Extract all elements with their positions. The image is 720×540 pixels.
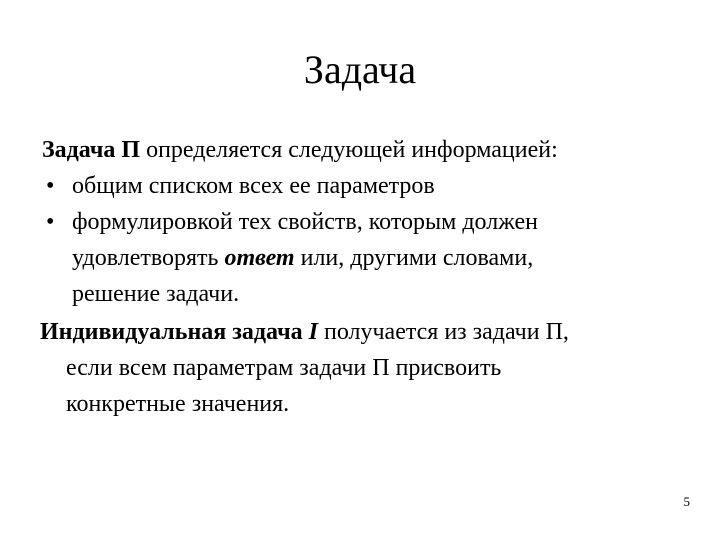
- bullet-line-prefix: удовлетворять: [72, 245, 225, 271]
- bullet-line-suffix: или, другими словами,: [294, 245, 534, 271]
- individual-line: [40, 314, 700, 350]
- individual-symbol: I: [308, 319, 318, 345]
- individual-line: если всем параметрам задачи П присвоить: [66, 355, 502, 381]
- individual-bold-lead: Индивидуальная задача: [40, 319, 309, 345]
- intro-bold-lead: Задача П: [42, 137, 141, 163]
- individual-line: конкретные значения.: [66, 391, 290, 417]
- bullet-item-1: [40, 168, 700, 204]
- bullet-text-block: [68, 204, 700, 312]
- bullet-item-2: [40, 204, 700, 312]
- emphasized-word: ответ: [224, 245, 295, 271]
- intro-paragraph: [40, 132, 700, 168]
- individual-rest: получается из задачи П,: [317, 319, 569, 345]
- bullet-icon: •: [46, 173, 55, 199]
- bullet-line: решение задачи.: [72, 281, 240, 307]
- slide-body: [40, 132, 700, 422]
- page-number: 5: [683, 494, 690, 509]
- bullet-text: общим списком всех ее параметров: [72, 173, 435, 199]
- intro-rest: определяется следующей информацией:: [140, 137, 558, 163]
- bullet-line: [72, 240, 700, 276]
- slide-title: Задача: [303, 47, 417, 92]
- bullet-icon: •: [46, 209, 55, 235]
- individual-paragraph: [40, 314, 700, 422]
- bullet-line: формулировкой тех свойств, которым должен: [72, 209, 538, 235]
